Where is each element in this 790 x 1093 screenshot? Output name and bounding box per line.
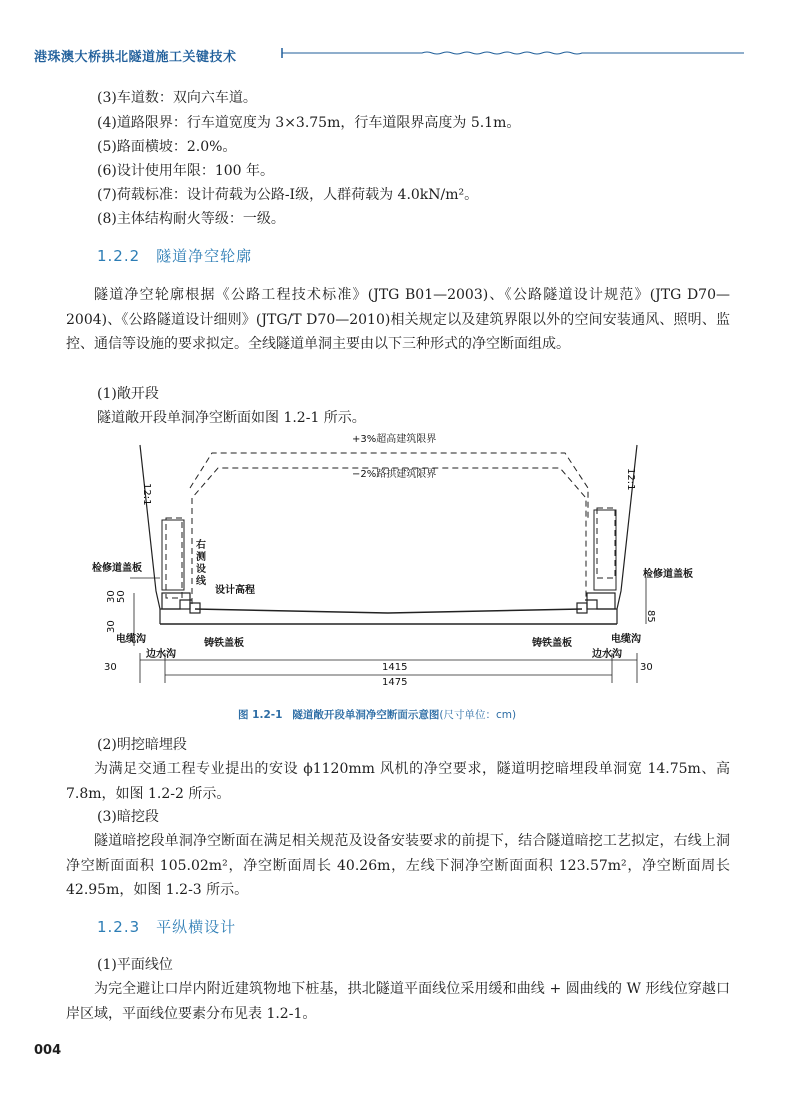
dim-height-left-2: 30 [106,620,117,633]
section-number: 1.2.2 [97,247,141,265]
item-road-clearance: (4)道路限界：行车道宽度为 3×3.75m，行车道限界高度为 5.1m。 [97,115,521,131]
figure-caption [238,707,516,722]
header-wave-rule [282,48,744,58]
label-cover-left: 检修道盖板 [92,563,142,574]
subsection-open-cut-label: (1)敞开段 [97,386,159,402]
label-cable-left: 电缆沟 [116,634,146,645]
item-service-life: (6)设计使用年限：100 年。 [97,163,275,179]
page-number: 004 [34,1043,62,1058]
section-title: 隧道净空轮廓 [156,247,253,265]
dim-width-right: 30 [640,662,653,673]
dim-width-left: 30 [104,662,117,673]
label-drain-right: 边水沟 [592,649,622,660]
section-title: 平纵横设计 [156,918,237,936]
section-heading-1-2-2 [97,245,252,266]
section-heading-1-2-3 [97,916,236,937]
paragraph-intro: 隧道净空轮廓根据《公路工程技术标准》(JTG B01—2003)、《公路隧道设计规范》(JTG D70—2004)、《公路隧道设计细则》(JTG/T D70—2010)相关规定以及建筑界限以外的空间安装通风、照明、监控、通信等设施的要求拟定。全线隧道单洞主要由以下三种形式的净空断面组成。 [66,287,730,352]
label-cable-right: 电缆沟 [611,634,641,645]
caption-number: 图 1.2-1 [238,709,283,721]
label-drain-left: 边水沟 [146,649,176,660]
section-number: 1.2.3 [97,918,141,936]
dim-height-left-1: 30 [106,590,117,603]
subsection-cut-cover-text: 为满足交通工程专业提出的安设 ϕ1120mm 风机的净空要求，隧道明挖暗埋段单洞宽 14.75m、高 7.8m，如图 1.2-2 所示。 [66,761,730,802]
label-design-elevation: 设计高程 [215,585,255,596]
label-iron-left: 铸铁盖板 [204,638,244,649]
dim-width-total: 1475 [382,677,408,688]
dim-width-middle: 1415 [382,662,408,673]
subsection-mined-label: (3)暗挖段 [97,809,159,825]
item-load-standard: (7)荷载标准：设计荷载为公路-Ⅰ级，人群荷载为 4.0kN/m²。 [97,187,479,203]
dim-height-right: 85 [645,610,656,623]
subsection-mined-text: 隧道暗挖段单洞净空断面在满足相关规范及设备安装要求的前提下，结合隧道暗挖工艺拟定，右线上洞净空断面面积 105.02m²，净空断面周长 40.26m，左线下洞净空断面面积 123.57m²，净空断面周长 42.95m，如图 1.2-3 所示。 [66,833,730,898]
label-slope-right: 12:1 [625,468,636,491]
label-slope-left: 12:1 [141,483,152,506]
caption-unit: (尺寸单位：cm) [439,709,517,721]
label-cover-right: 检修道盖板 [643,569,693,580]
running-header-title: 港珠澳大桥拱北隧道施工关键技术 [34,50,237,65]
caption-title: 隧道敞开段单洞净空断面示意图 [292,709,440,721]
item-fire-rating: (8)主体结构耐火等级：一级。 [97,211,285,227]
subsection-cut-cover-label: (2)明挖暗埋段 [97,737,187,753]
label-survey-line: 右测设线 [196,540,206,587]
item-cross-slope: (5)路面横坡：2.0%。 [97,139,237,155]
label-upper-limit: +3%超高建筑限界 [352,434,437,445]
subsection-open-cut-text: 隧道敞开段单洞净空断面如图 1.2-1 所示。 [97,410,366,426]
item-lanes: (3)车道数：双向六车道。 [97,90,257,106]
dim-height-left-3: 50 [116,590,127,603]
label-lower-limit: −2%路拱建筑限界 [352,469,437,480]
subsection-plan-text: 为完全避让口岸内附近建筑物地下桩基，拱北隧道平面线位采用缓和曲线 + 圆曲线的 W 形线位穿越口岸区域，平面线位要素分布见表 1.2-1。 [66,981,730,1022]
subsection-plan-label: (1)平面线位 [97,957,173,973]
label-iron-right: 铸铁盖板 [532,638,572,649]
